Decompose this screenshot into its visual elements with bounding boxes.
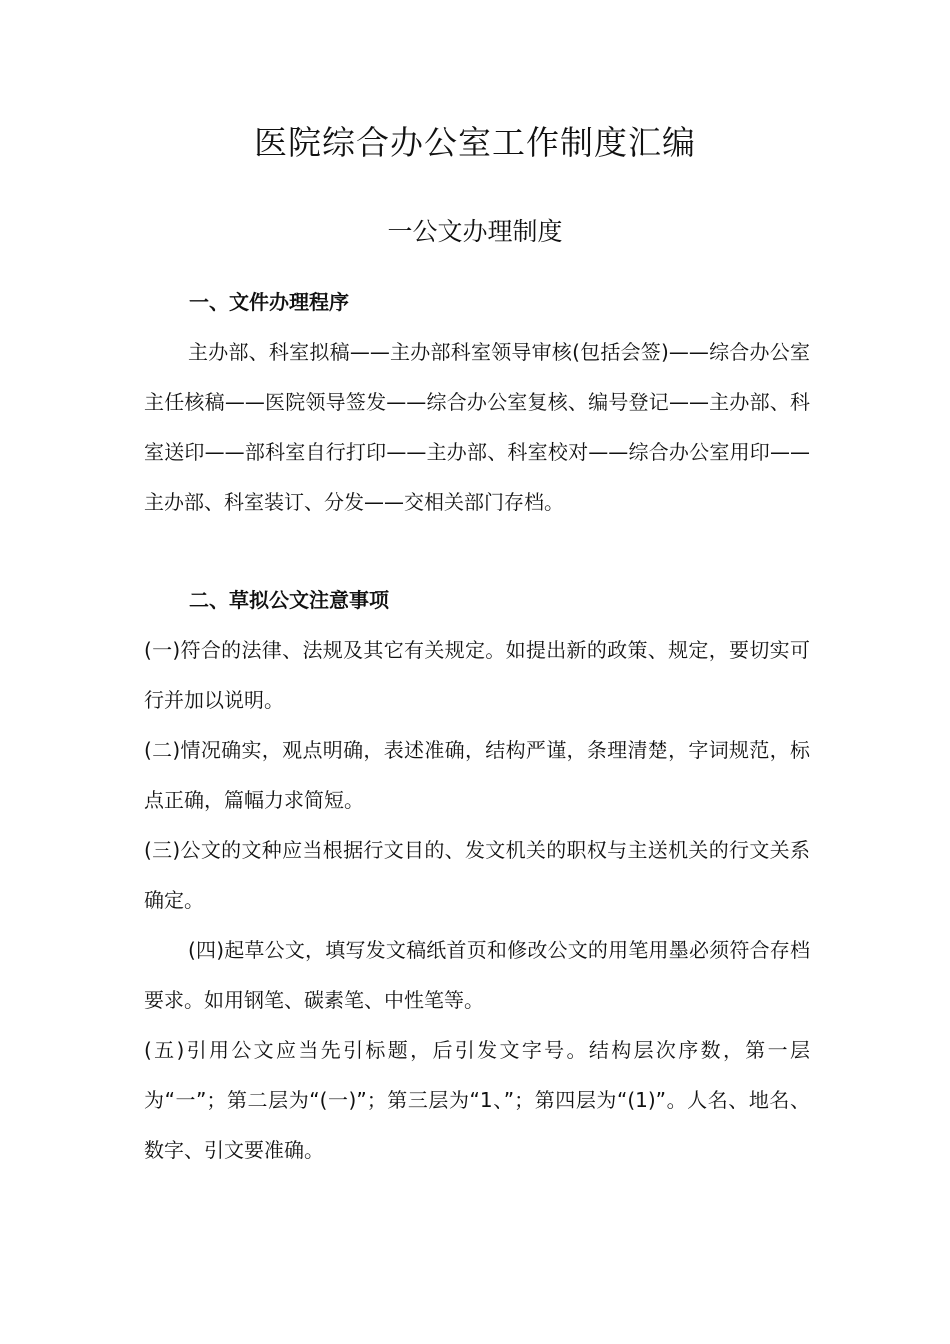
section-2-item-3: (三)公文的文种应当根据行文目的、发文机关的职权与主送机关的行文关系确定。 — [144, 838, 810, 912]
section-1-paragraph: 主办部、科室拟稿——主办部科室领导审核(包括会签)——综合办公室主任核稿——医院领导签发——综合办公室复核、编号登记——主办部、科室送印——部科室自行打印——主办部、科室校对——综合办公室用印——主办部、科室装订、分发——交相关部门存档。 — [144, 340, 810, 514]
section-2-item-4: (四)起草公文，填写发文稿纸首页和修改公文的用笔用墨必须符合存档要求。如用钢笔、碳素笔、中性笔等。 — [144, 938, 810, 1012]
document-title: 医院综合办公室工作制度汇编 — [254, 123, 696, 162]
section-1-heading: 一、文件办理程序 — [189, 290, 349, 314]
document-subtitle: 一公文办理制度 — [387, 217, 563, 246]
section-2-item-5: (五)引用公文应当先引标题，后引发文字号。结构层次序数，第一层为“一”；第二层为“(一)”；第三层为“1、”；第四层为“(1)”。人名、地名、数字、引文要准确。 — [144, 1038, 810, 1162]
section-2-item-2: (二)情况确实，观点明确，表述准确，结构严谨，条理清楚，字词规范，标点正确，篇幅力求简短。 — [144, 738, 810, 812]
section-2-heading: 二、草拟公文注意事项 — [189, 588, 389, 612]
section-2-item-1: (一)符合的法律、法规及其它有关规定。如提出新的政策、规定，要切实可行并加以说明。 — [144, 638, 810, 712]
